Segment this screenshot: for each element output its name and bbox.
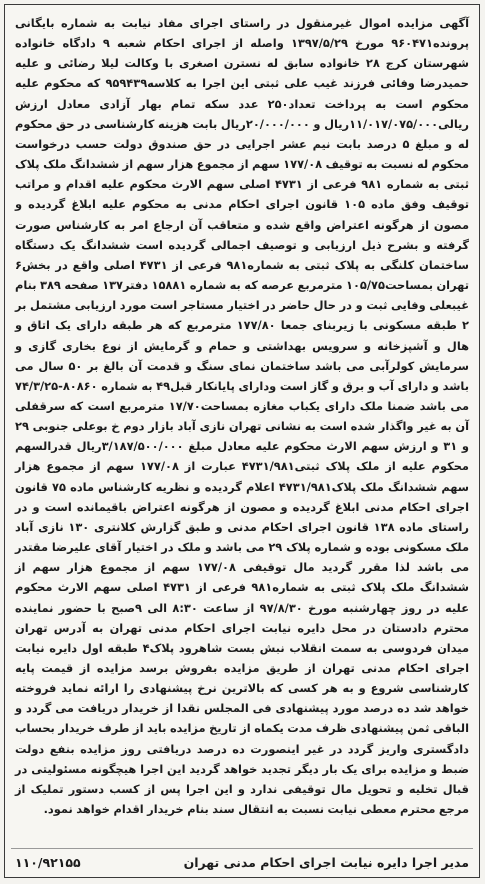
footer-divider — [11, 848, 473, 849]
notice-footer — [15, 853, 469, 873]
notice-body-text: آگهی مزایده اموال غیرمنقول در راستای اجرای مفاد نیابت به شماره بایگانی پرونده۹۶۰۴۷۱ مورخ ۱۳۹۷/۵/۲۹ واصله از اجرای احکام شعبه ۹ دادگاه خانواده شهرستان کرج ۲۸ خانواده سابق له نسترن اصغری با وکالت لیلا رضائی و علیه حمیدرضا وفائی فرزند غیب علی ثبتی این اجرا به کلاسه۹۵۹۴۳۹ که محکوم علیه محکوم است به پرداخت تعداد۲۵۰ عدد سکه تمام بهار آزادی معادل ارزش ریالی۱۱/۰۱۷/۰۷۵/۰۰۰ریال و ۲۰/۰۰۰/۰۰۰ریال بابت هزینه کارشناسی در حق محکوم له و مبلغ ۵ درصد بابت نیم عشر اجرایی در حق صندوق دولت حسب درخواست محکوم له نسبت به توقیف ۱۷۷/۰۸ سهم از مجموع هزار سهم از ششدانگ ملک پلاک ثبتی به شماره ۹۸۱ فرعی از ۴۷۳۱ اصلی سهم الارث محکوم علیه اقدام و مراتب توقیف وفق ماده ۱۰۵ قانون اجرای احکام مدنی به محکوم علیه ابلاغ گردیده و مصون از هرگونه اعتراض واقع شده و متعاقب آن ارجاع امر به کارشناس صورت گرفته و بشرح ذیل ارزیابی و توصیف اجمالی گردیده است ششدانگ یک دستگاه ساختمان کلنگی به پلاک ثبتی به شماره۹۸۱ فرعی از ۴۷۳۱ اصلی واقع در بخش۶ تهران بمساحت۱۰۵/۷۵ مترمربع عرصه که به شماره ۱۵۸۸۱ دفتر۱۳۷ صفحه ۳۸۹ بنام غیبعلی وفایی ثبت و در حال حاضر در اختیار مستاجر است مورد ارزیابی مشتمل بر ۲ طبقه مسکونی با زیربنای جمعا ۱۷۷/۸۰ مترمربع که هر طبقه دارای یک اتاق و هال و آشپزخانه و سرویس بهداشتی و حمام و گرمایش از نوع بخاری گازی و سرمایش کولرآبی می باشد ساختمان نمای سنگ و قدمت آن بالغ بر ۵۰ سال می باشد و دارای آب و برق و گاز است ودارای پایانکار قبل۴۹ به شماره ۸۰۸۶۰-۷۴/۳/۲۵ می باشد ضمنا ملک دارای یکباب مغازه بمساحت۱۷/۷۰ مترمربع است که سرقفلی آن به غیر واگذار شده است به نشانی تهران نازی آباد بازار دوم خ بوعلی جنوبی ۲۹ و ۳۱ و ارزش سهم الارث محکوم علیه معادل مبلغ ۳/۱۸۷/۵۰۰/۰۰۰ریال قدرالسهم محکوم علیه از ملک پلاک ثبتی۴۷۳۱/۹۸۱ عبارت از ۱۷۷/۰۸ سهم از مجموع هزار سهم ششدانگ ملک پلاک۴۷۳۱/۹۸۱ اعلام گردیده و نظریه کارشناس ماده ۷۵ قانون اجرای احکام مدنی ابلاغ گردیده و مصون از هرگونه اعتراض باقیمانده است و در راستای ماده ۱۳۸ قانون اجرای احکام مدنی و طبق گزارش کلانتری ۱۳۰ نازی آباد ملک مسکونی بوده و شماره پلاک ۲۹ می باشد و ملک در اختیار آقای علیرضا مقتدر می باشد لذا مقرر گردید مال توقیفی ۱۷۷/۰۸ سهم از مجموع هزار سهم از ششدانگ ملک پلاک ثبتی به شماره۹۸۱ فرعی از ۴۷۳۱ اصلی سهم الارث محکوم علیه در روز چهارشنبه مورخ ۹۷/۸/۳۰ از ساعت ۸:۳۰ الی ۹صبح با حضور نماینده محترم دادستان در محل دایره نیابت اجرای احکام مدنی تهران به آدرس تهران میدان فردوسی به سمت انقلاب نبش بست شاهرود پلاک۴ طبقه اول دایره نیابت اجرای احکام مدنی تهران از طریق مزایده بفروش برسد مزایده از قیمت پایه کارشناسی شروع و به هر کسی که بالاترین نرخ پیشنهادی را ارائه نماید فروخته خواهد شد ده درصد مورد پیشنهادی فی المجلس نقدا از خریدار دریافت می گردد و الباقی ثمن پیشنهادی ظرف مدت یکماه از تاریخ مزایده باید از طرف خریدار بحساب دادگستری واریز گردد در غیر اینصورت ده درصد دریافتی روز مزایده بنفع دولت ضبط و مزایده برای یک بار دیگر تجدید خواهد گردید این اجرا هیچگونه مسئولیتی در قبال تخلیه و تحویل مال توقیفی ندارد و این اجرا پس از کسب دستور تملیک از مرجع محترم معطی نیابت نسبت به انتقال سند بنام خریدار اقدام خواهد نمود. — [15, 16, 470, 817]
reference-number: ۱۱۰/۹۲۱۵۵ — [15, 855, 81, 870]
signature-line: مدیر اجرا دایره نیابت اجرای احکام مدنی تهران — [183, 855, 469, 870]
auction-notice — [4, 4, 480, 878]
